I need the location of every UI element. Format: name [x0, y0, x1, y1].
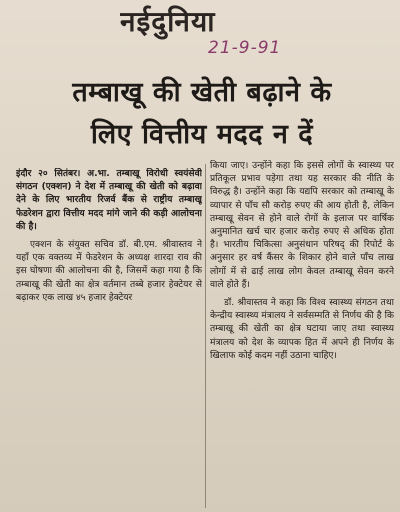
headline-line-2: लिए वित्तीय मदद न दें	[90, 119, 314, 150]
column-divider	[205, 164, 206, 508]
headline-line-1: तम्बाखू की खेती बढ़ाने के	[72, 77, 332, 108]
article-column-right	[210, 160, 394, 510]
article-column-left	[16, 168, 202, 508]
article-paragraph: किया जाए। उन्होंने कहा कि इससे लोगों के स्वास्थ्य पर प्रतिकूल प्रभाव पड़ेगा तथा यह सरकार की नीति के विरुद्ध है। उन्होंने कहा कि यद्यपि सरकार को तम्बाखू के व्यापार से पाँच सौ करोड़ रुपए की आय होती है, लेकिन तम्बाखू सेवन से होने वाले रोगों के इलाज पर वार्षिक अनुमानित खर्च चार हजार करोड़ रुपए से अधिक होता है। भारतीय चिकित्सा अनुसंधान परिषद् की रिपोर्ट के अनुसार हर वर्ष कैंसर के शिकार होने वाले पाँच लाख लोगों में से ढाई लाख लोग केवल तम्बाखू सेवन करने वाले होते हैं।	[210, 161, 394, 290]
handwritten-date: 21-9-91	[208, 38, 282, 58]
article-paragraph: डॉ. श्रीवास्तव ने कहा कि विश्व स्वास्थ्य संगठन तथा केन्द्रीय स्वास्थ्य मंत्रालय ने सर्वसम्मति से निर्णय की है कि तम्बाखू की खेती का क्षेत्र घटाया जाए तथा स्वास्थ्य मंत्रालय को देश के व्यापक हित में अपने ही निर्णय के खिलाफ कोई कदम नहीं उठाना चाहिए।	[210, 298, 394, 361]
article-lead-paragraph: इंदौर २० सितंबर। अ.भा. तम्बाखू विरोधी स्वयंसेवी संगठन (एक्शन) ने देश में तम्बाखू की खेती को बढ़ावा देने के लिए भारतीय रिजर्व बैंक से राष्ट्रीय तम्बाखू फेडरेशन द्वारा वित्तीय मदद मांगे जाने की कड़ी आलोचना की है।	[16, 169, 202, 232]
article-headline	[14, 72, 390, 156]
article-paragraph: एक्शन के संयुक्त सचिव डॉ. बी.एम. श्रीवास्तव ने यहाँ एक वक्तव्य में फेडरेशन के अध्यक्ष शारदा राव की इस घोषणा की आलोचना की है, जिसमें कहा गया है कि तम्बाखू की खेती का क्षेत्र वर्तमान तब्बे हजार हेक्टेयर से बढ़ाकर एक लाख ४५ हजार हेक्टेयर	[16, 240, 202, 303]
newspaper-masthead: नईदुनिया	[120, 5, 216, 38]
